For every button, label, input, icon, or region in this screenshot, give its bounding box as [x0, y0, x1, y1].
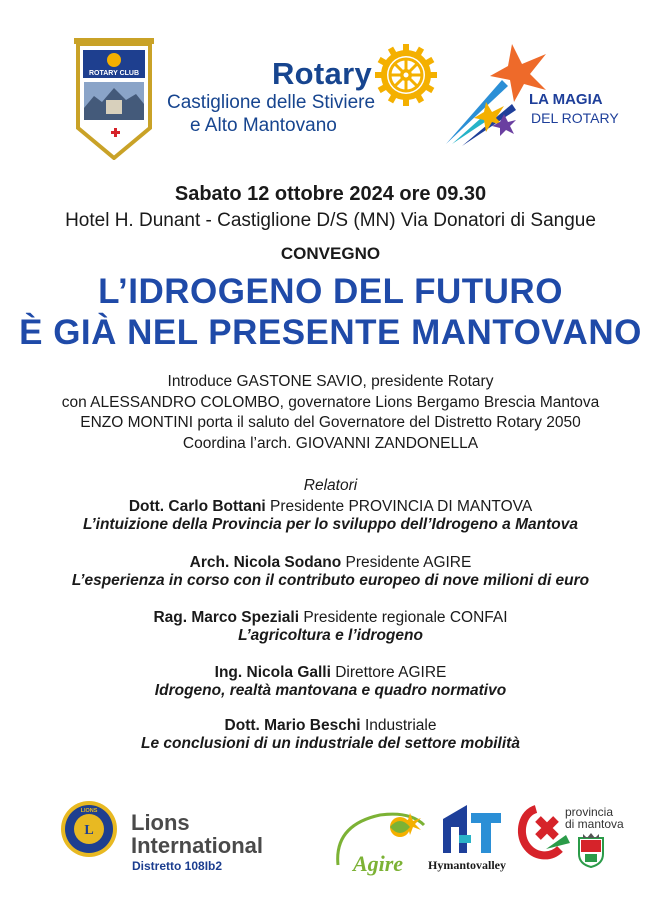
agire-logo — [330, 805, 430, 880]
hymantovalley-logo — [437, 805, 507, 857]
speaker-role: Presidente AGIRE — [345, 554, 472, 571]
lions-district: Distretto 108Ib2 — [132, 859, 223, 873]
speaker-role: Industriale — [364, 717, 437, 734]
speaker-topic: L’agricoltura e l’idrogeno — [238, 627, 423, 644]
magia-subtitle: DEL ROTARY — [531, 110, 619, 126]
intro-block — [0, 372, 661, 454]
provincia-crest-icon — [575, 832, 607, 868]
banner-label: ROTARY CLUB — [88, 70, 140, 77]
intro-line: con ALESSANDRO COLOMBO, governatore Lions Bergamo Brescia Mantova — [61, 393, 600, 411]
speaker-role: Presidente PROVINCIA DI MANTOVA — [270, 498, 533, 515]
svg-text:L: L — [84, 823, 94, 838]
club-name-line2: e Alto Mantovano — [190, 115, 337, 136]
lions-emblem-icon — [60, 800, 118, 858]
event-title-line1: L’IDROGENO DEL FUTURO — [98, 272, 563, 311]
event-type: CONVEGNO — [280, 244, 381, 263]
speaker-item — [0, 609, 661, 645]
lions-wordmark — [131, 811, 263, 857]
speakers-heading: Relatori — [303, 477, 358, 494]
intro-line: Introduce GASTONE SAVIO, presidente Rotary — [167, 373, 494, 390]
speaker-name: Dott. Carlo Bottani — [128, 498, 266, 515]
event-date: Sabato 12 ottobre 2024 ore 09.30 — [174, 183, 487, 205]
speaker-item — [0, 554, 661, 590]
speaker-topic: Le conclusioni di un industriale del settore mobilità — [141, 735, 520, 752]
speaker-role: Direttore AGIRE — [335, 664, 447, 681]
event-title-line2: È GIÀ NEL PRESENTE MANTOVANO — [19, 313, 642, 352]
magia-title: LA MAGIA — [529, 91, 603, 108]
rotary-club-banner — [70, 38, 158, 160]
speaker-topic: L’esperienza in corso con il contributo europeo di nove milioni di euro — [71, 572, 590, 589]
speaker-name: Rag. Marco Speziali — [153, 609, 300, 626]
speaker-item — [0, 498, 661, 534]
intro-line: Coordina l’arch. GIOVANNI ZANDONELLA — [182, 434, 479, 452]
intro-line: ENZO MONTINI porta il saluto del Governatore del Distretto Rotary 2050 — [80, 414, 581, 431]
provincia-word-2: di mantova — [565, 817, 624, 831]
rotary-wordmark: Rotary — [272, 56, 372, 91]
lions-emblem-text: LIONS — [80, 808, 98, 814]
speaker-name: Ing. Nicola Galli — [214, 664, 331, 681]
speaker-topic: Idrogeno, realtà mantovana e quadro normativo — [154, 682, 507, 699]
speaker-name: Dott. Mario Beschi — [224, 717, 361, 734]
club-name-line1: Castiglione delle Stiviere — [167, 92, 376, 113]
lions-word-2: International — [131, 833, 264, 858]
rotary-wheel-icon — [373, 42, 439, 108]
event-venue: Hotel H. Dunant - Castiglione D/S (MN) Via Donatori di Sangue — [65, 210, 596, 231]
agire-word: Agire — [352, 851, 404, 876]
speaker-name: Arch. Nicola Sodano — [189, 554, 342, 571]
speaker-item — [0, 717, 661, 753]
speaker-item — [0, 664, 661, 700]
provincia-word-1: provincia — [565, 805, 614, 819]
lions-word-1: Lions — [131, 810, 190, 835]
hymantovalley-name: Hymantovalley — [428, 858, 506, 872]
provincia-name — [565, 806, 624, 830]
speaker-topic: L’intuizione della Provincia per lo sviluppo dell’Idrogeno a Mantova — [83, 516, 578, 533]
speaker-role: Presidente regionale CONFAI — [303, 609, 508, 626]
